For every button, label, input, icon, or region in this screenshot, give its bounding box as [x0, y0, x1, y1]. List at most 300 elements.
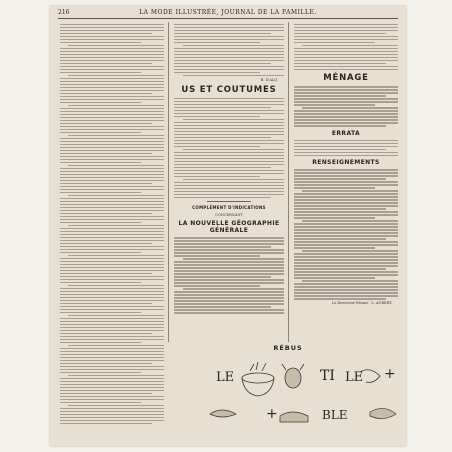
text-line — [60, 264, 164, 266]
text-line — [60, 399, 164, 401]
text-line — [294, 119, 398, 121]
text-line — [60, 33, 152, 35]
text-line — [60, 138, 164, 140]
text-line — [60, 216, 164, 218]
text-line — [60, 153, 152, 155]
text-line — [60, 348, 164, 350]
text-line — [294, 149, 386, 151]
text-line — [60, 54, 164, 56]
text-line — [294, 295, 398, 297]
text-line — [294, 69, 398, 71]
text-line — [174, 261, 284, 263]
text-line — [174, 176, 260, 178]
column-2-text-block-3 — [174, 237, 284, 314]
text-line — [60, 147, 164, 149]
lower-row-drawings — [210, 408, 396, 422]
text-line — [60, 156, 164, 158]
text-line — [68, 105, 164, 107]
text-line — [174, 137, 271, 139]
text-line — [294, 289, 398, 291]
text-line — [174, 39, 284, 41]
text-line — [60, 390, 164, 392]
text-line — [60, 84, 164, 86]
text-line — [60, 60, 164, 62]
text-line — [174, 194, 284, 196]
text-line — [60, 150, 164, 152]
subheading-concernant: CONCERNANT — [215, 213, 243, 217]
text-line — [60, 417, 164, 419]
text-line — [294, 27, 398, 29]
column-1-text — [60, 22, 164, 426]
text-line — [183, 75, 284, 77]
text-line — [60, 27, 164, 29]
text-line — [174, 173, 284, 175]
text-line — [294, 214, 398, 216]
text-line — [294, 238, 386, 240]
text-line — [60, 414, 164, 416]
text-line — [294, 229, 398, 231]
text-line — [68, 75, 164, 77]
text-line — [174, 72, 260, 74]
text-line — [174, 276, 271, 278]
text-line — [60, 144, 164, 146]
text-line — [294, 271, 398, 273]
column-divider-2 — [288, 22, 289, 342]
text-line — [60, 234, 164, 236]
heading-renseignements: RENSEIGNEMENTS — [312, 159, 380, 166]
text-line — [174, 57, 284, 59]
text-line — [60, 237, 164, 239]
text-line — [294, 274, 398, 276]
text-line — [174, 30, 284, 32]
text-line — [294, 48, 398, 50]
text-line — [60, 120, 164, 122]
text-line — [68, 405, 164, 407]
text-line — [60, 30, 164, 32]
column-2 — [174, 22, 284, 315]
text-line — [60, 93, 152, 95]
text-line — [60, 267, 164, 269]
text-line — [174, 27, 284, 29]
text-line — [60, 363, 152, 365]
text-line — [60, 291, 164, 293]
rebus-title: RÉBUS — [273, 344, 303, 352]
text-line — [294, 193, 398, 195]
column-3-text-block-4 — [294, 169, 398, 300]
text-line — [174, 60, 284, 62]
text-line — [60, 312, 141, 314]
text-line — [294, 116, 398, 118]
text-line — [60, 36, 164, 38]
rebus-piece-le-2: LE — [345, 370, 364, 385]
text-line — [60, 384, 164, 386]
rebus-piece-ble: BLE — [322, 408, 348, 422]
text-line — [174, 66, 284, 68]
text-line — [60, 333, 152, 335]
text-line — [294, 63, 386, 65]
text-line — [60, 126, 164, 128]
text-line — [174, 264, 284, 266]
text-line — [294, 268, 386, 270]
text-line — [60, 423, 152, 425]
text-line — [60, 66, 164, 68]
text-line — [174, 140, 284, 142]
text-line — [60, 69, 164, 71]
text-line — [294, 24, 398, 26]
text-line — [60, 210, 164, 212]
text-line — [60, 99, 164, 101]
text-line — [60, 324, 164, 326]
text-line — [174, 155, 284, 157]
text-line — [60, 183, 152, 185]
text-line — [60, 186, 164, 188]
heading-menage: MÉNAGE — [323, 73, 369, 83]
text-line — [60, 189, 164, 191]
heading-us-et-coutumes: US ET COUTUMES — [181, 84, 277, 95]
heading-nouvelle-geographie: LA NOUVELLE GÉOGRAPHIE GÉNÉRALE — [178, 220, 280, 234]
text-line — [60, 387, 164, 389]
page-header — [58, 8, 398, 17]
text-line — [60, 246, 164, 248]
text-line — [60, 279, 164, 281]
text-line — [60, 114, 164, 116]
text-line — [174, 51, 284, 53]
text-line — [294, 122, 398, 124]
text-line — [302, 280, 398, 282]
text-line — [174, 110, 284, 112]
text-line — [60, 192, 141, 194]
text-line — [174, 134, 284, 136]
text-line — [294, 217, 375, 219]
text-line — [60, 81, 164, 83]
text-line — [60, 249, 164, 251]
text-line — [174, 291, 284, 293]
text-line — [60, 117, 164, 119]
text-line — [294, 42, 375, 44]
text-line — [174, 188, 284, 190]
text-line — [294, 211, 398, 213]
text-line — [60, 171, 164, 173]
text-line — [294, 277, 375, 279]
text-line — [174, 182, 284, 184]
text-line — [294, 184, 398, 186]
text-line — [60, 57, 164, 59]
text-line — [174, 273, 284, 275]
text-line — [60, 351, 164, 353]
text-line — [60, 243, 152, 245]
text-line — [174, 246, 271, 248]
text-line — [174, 282, 284, 284]
column-divider-1 — [168, 22, 169, 342]
text-line — [294, 89, 398, 91]
column-2-text-block-1 — [174, 24, 284, 77]
text-line — [294, 51, 398, 53]
text-line — [68, 345, 164, 347]
text-line — [60, 288, 164, 290]
text-line — [294, 253, 398, 255]
text-line — [294, 259, 398, 261]
section-divider — [207, 201, 251, 202]
text-line — [60, 111, 164, 113]
text-line — [60, 132, 141, 134]
text-line — [174, 306, 271, 308]
text-line — [60, 141, 164, 143]
text-line — [68, 225, 164, 227]
animal-drawing — [282, 364, 304, 388]
text-line — [60, 360, 164, 362]
text-line — [294, 66, 398, 68]
text-line — [174, 33, 271, 35]
text-line — [60, 366, 164, 368]
text-line — [60, 39, 164, 41]
text-line — [60, 174, 164, 176]
rebus-puzzle — [170, 344, 406, 440]
text-line — [60, 273, 152, 275]
text-line — [60, 297, 164, 299]
text-line — [174, 69, 284, 71]
text-line — [294, 202, 398, 204]
text-line — [60, 72, 141, 74]
text-line — [294, 86, 398, 88]
text-line — [174, 146, 260, 148]
text-line — [60, 372, 141, 374]
text-line — [294, 152, 398, 154]
text-line — [294, 235, 398, 237]
heading-errata: ERRATA — [331, 129, 361, 137]
text-line — [68, 135, 164, 137]
text-line — [294, 286, 398, 288]
text-line — [60, 222, 141, 224]
text-line — [60, 282, 141, 284]
text-line — [294, 178, 386, 180]
text-line — [302, 220, 398, 222]
text-line — [294, 155, 398, 157]
text-line — [294, 95, 386, 97]
rebus-illustration — [170, 344, 406, 440]
director-signature: Le Directeur-Gérant : L. AUBERT. — [331, 301, 392, 305]
text-line — [60, 213, 152, 215]
text-line — [294, 292, 398, 294]
text-line — [174, 191, 284, 193]
text-line — [68, 45, 164, 47]
text-line — [294, 205, 398, 207]
column-3-text-block-1 — [294, 24, 398, 71]
text-line — [68, 165, 164, 167]
text-line — [60, 219, 164, 221]
text-line — [294, 113, 398, 115]
text-line — [60, 207, 164, 209]
text-line — [294, 298, 386, 300]
text-line — [60, 78, 164, 80]
column-2-text-block-2 — [174, 98, 284, 199]
text-line — [60, 276, 164, 278]
text-line — [174, 42, 260, 44]
text-line — [60, 339, 164, 341]
text-line — [174, 164, 284, 166]
text-line — [183, 179, 284, 181]
text-line — [60, 231, 164, 233]
text-line — [183, 119, 284, 121]
text-line — [174, 279, 284, 281]
text-line — [294, 232, 398, 234]
text-line — [174, 152, 284, 154]
text-line — [60, 162, 141, 164]
text-line — [60, 357, 164, 359]
text-line — [60, 24, 164, 26]
text-line — [60, 330, 164, 332]
text-line — [294, 283, 398, 285]
text-line — [60, 123, 152, 125]
text-line — [294, 125, 386, 127]
text-line — [60, 396, 164, 398]
text-line — [60, 420, 164, 422]
text-line — [68, 285, 164, 287]
text-line — [174, 54, 284, 56]
text-line — [294, 208, 386, 210]
text-line — [60, 408, 164, 410]
text-line — [60, 300, 164, 302]
text-line — [174, 255, 260, 257]
text-line — [60, 336, 164, 338]
text-line — [60, 42, 141, 44]
text-line — [294, 241, 398, 243]
text-line — [294, 223, 398, 225]
page-number: 216 — [58, 9, 70, 16]
text-line — [294, 247, 375, 249]
text-line — [294, 36, 398, 38]
text-line — [60, 261, 164, 263]
column-3 — [294, 22, 398, 306]
text-line — [174, 48, 284, 50]
text-line — [294, 92, 398, 94]
text-line — [60, 198, 164, 200]
text-line — [294, 104, 375, 106]
text-line — [294, 181, 398, 183]
text-line — [294, 33, 386, 35]
journal-title: LA MODE ILLUSTRÉE, JOURNAL DE LA FAMILLE. — [139, 9, 317, 16]
text-line — [294, 199, 398, 201]
text-line — [60, 87, 164, 89]
text-line — [174, 309, 284, 311]
text-line — [294, 140, 398, 142]
text-line — [60, 309, 164, 311]
text-line — [174, 252, 284, 254]
text-line — [68, 315, 164, 317]
text-line — [68, 255, 164, 257]
text-line — [60, 270, 164, 272]
text-line — [60, 369, 164, 371]
text-line — [60, 108, 164, 110]
text-line — [60, 201, 164, 203]
text-line — [294, 169, 398, 171]
text-line — [174, 143, 284, 145]
text-line — [174, 131, 284, 133]
text-line — [174, 158, 284, 160]
text-line — [174, 297, 284, 299]
text-line — [60, 129, 164, 131]
text-line — [294, 57, 398, 59]
text-line — [60, 342, 141, 344]
text-line — [174, 167, 271, 169]
text-line — [60, 228, 164, 230]
text-line — [174, 237, 284, 239]
rebus-piece-le: LE — [216, 370, 235, 385]
text-line — [60, 240, 164, 242]
text-line — [60, 96, 164, 98]
text-line — [174, 170, 284, 172]
text-line — [294, 98, 398, 100]
text-line — [294, 54, 398, 56]
text-line — [294, 226, 398, 228]
text-line — [294, 265, 398, 267]
text-line — [174, 312, 284, 314]
text-line — [174, 267, 284, 269]
text-line — [60, 90, 164, 92]
text-line — [60, 402, 141, 404]
text-line — [174, 36, 284, 38]
text-line — [174, 197, 271, 199]
text-line — [174, 161, 284, 163]
text-line — [60, 177, 164, 179]
text-line — [174, 125, 284, 127]
text-line — [60, 303, 152, 305]
text-line — [174, 249, 284, 251]
text-line — [60, 327, 164, 329]
text-line — [174, 303, 284, 305]
text-line — [60, 180, 164, 182]
text-line — [174, 128, 284, 130]
text-line — [174, 243, 284, 245]
text-line — [183, 288, 284, 290]
text-line — [174, 270, 284, 272]
text-line — [174, 122, 284, 124]
text-line — [60, 393, 152, 395]
text-line — [294, 101, 398, 103]
text-line — [294, 244, 398, 246]
text-line — [174, 104, 284, 106]
text-line — [183, 45, 284, 47]
text-line — [174, 240, 284, 242]
text-line — [60, 51, 164, 53]
column-3-text-block-3 — [294, 140, 398, 157]
rebus-plus-2: + — [266, 406, 278, 422]
text-line — [174, 113, 284, 115]
text-line — [60, 168, 164, 170]
text-line — [174, 24, 284, 26]
text-line — [174, 101, 284, 103]
text-line — [60, 318, 164, 320]
text-line — [174, 285, 260, 287]
text-line — [294, 187, 375, 189]
text-line — [183, 149, 284, 151]
text-line — [294, 143, 398, 145]
tureen-drawing — [242, 362, 274, 396]
text-line — [60, 378, 164, 380]
text-line — [68, 195, 164, 197]
text-line — [60, 252, 141, 254]
text-line — [174, 300, 284, 302]
rebus-piece-ti: TI — [320, 368, 335, 384]
text-line — [60, 204, 164, 206]
text-line — [294, 110, 398, 112]
column-3-text-block-2 — [294, 86, 398, 127]
newspaper-page — [50, 6, 406, 446]
header-rule — [58, 18, 398, 19]
text-line — [302, 250, 398, 252]
text-line — [302, 45, 398, 47]
text-line — [60, 102, 141, 104]
text-line — [174, 107, 271, 109]
